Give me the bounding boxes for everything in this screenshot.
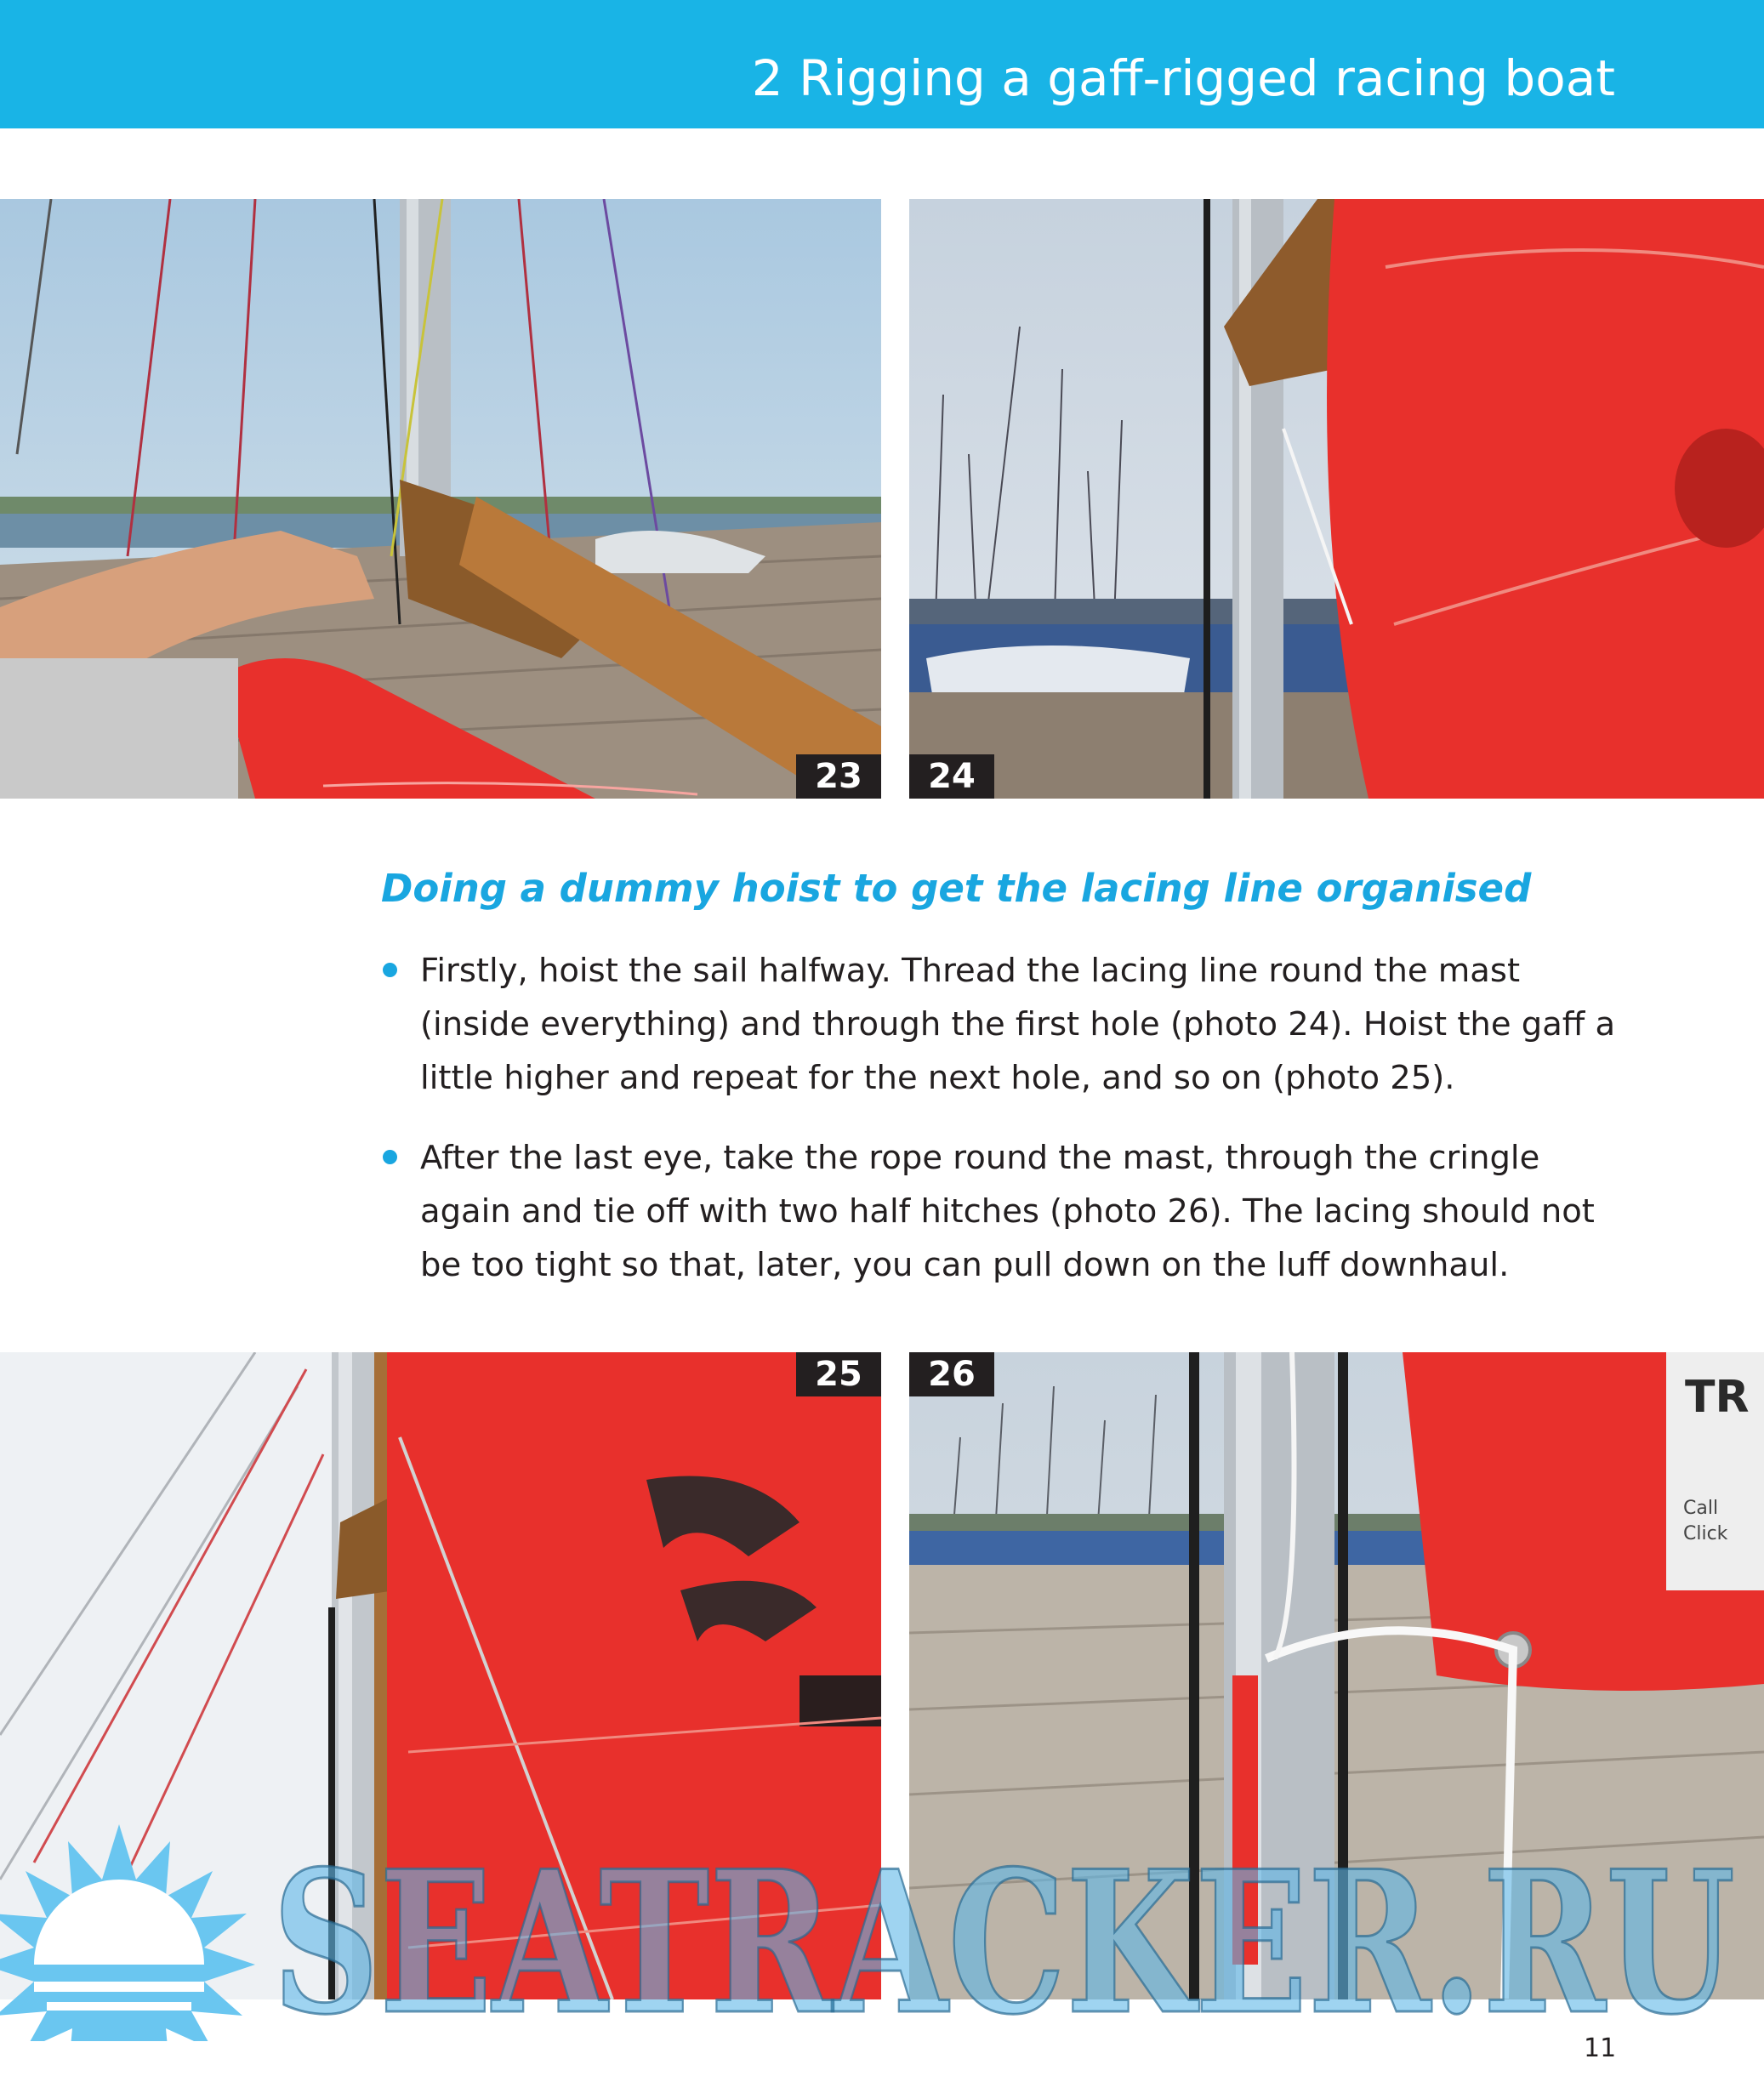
photo-26: [909, 1352, 1764, 1999]
watermark-text: SEATRACKER.RU: [272, 1829, 1735, 2041]
label-logo-text: TR: [1685, 1372, 1750, 1423]
photo-number-badge: 25: [796, 1352, 881, 1396]
bullet-dot-icon: [383, 963, 397, 977]
section-heading: Doing a dummy hoist to get the lacing line organised: [381, 866, 1532, 911]
list-item: [381, 1131, 1631, 1292]
bullet-text: After the last eye, take the rope round the mast, through the cringle again and tie off with two half hitches (photo 26). The lacing should not be too tight so that, later, you can pull down on the luff downhaul.: [420, 1139, 1595, 1284]
photo-25: [0, 1352, 881, 1999]
photo-number-badge: 24: [909, 754, 994, 799]
label-line-1: Call: [1683, 1498, 1719, 1519]
photo-24: [909, 199, 1764, 799]
photo-number-badge: 26: [909, 1352, 994, 1396]
photo-23: [0, 199, 881, 799]
bullet-list: [381, 944, 1631, 1318]
page-title: 2 Rigging a gaff-rigged racing boat: [751, 49, 1615, 107]
header-band: [0, 0, 1764, 128]
list-item: [381, 944, 1631, 1105]
bullet-dot-icon: [383, 1150, 397, 1164]
page-number: 11: [1584, 2033, 1617, 2063]
photo-number-badge: 23: [796, 754, 881, 799]
bullet-text: Firstly, hoist the sail halfway. Thread the lacing line round the mast (inside everything) and through the first hole (photo 24). Hoist the gaff a little higher and repeat for the next hole, and so on (photo 25).: [420, 952, 1616, 1097]
label-line-2: Click: [1683, 1523, 1728, 1544]
